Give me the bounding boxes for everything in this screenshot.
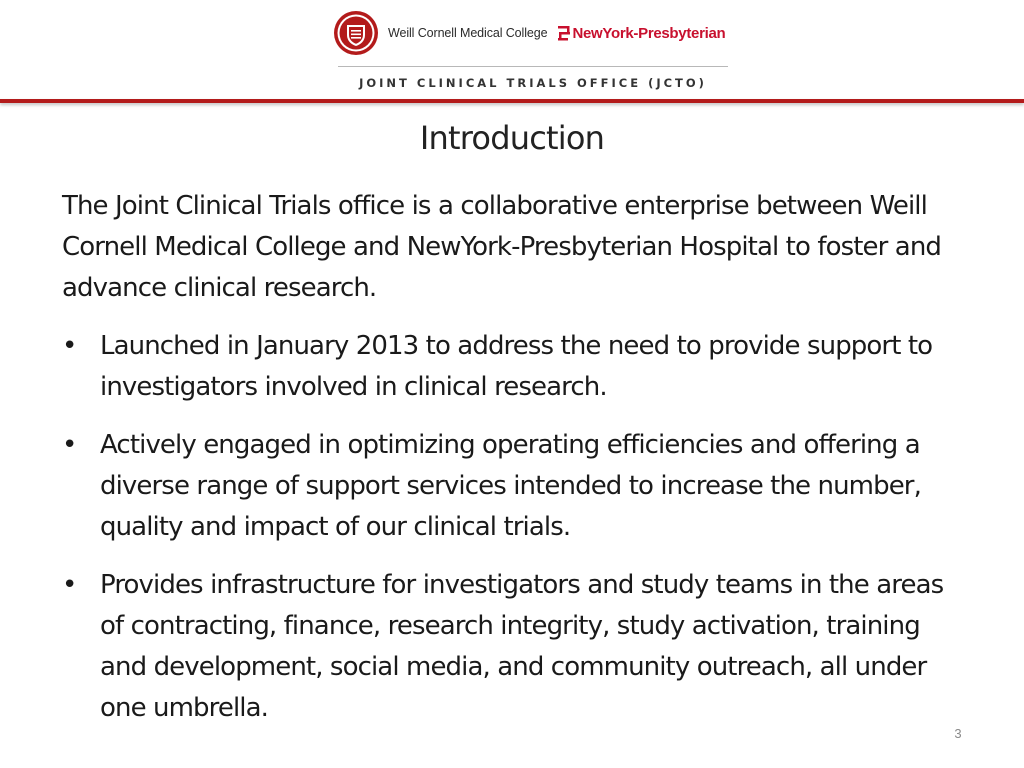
bullet-text: Launched in January 2013 to address the need to provide support to investigators involved in clinical research. [100,331,933,402]
slide-body [62,186,962,746]
bullet-text: Provides infrastructure for investigators and study teams in the areas of contracting, finance, research integrity, study activation, training and development, social media, and community outreach, all under one umbrella. [100,570,944,723]
logo-bar [333,10,733,56]
bullet-marker: • [62,570,77,600]
slide-header [0,0,1024,104]
bullet-item [62,425,962,548]
header-divider [338,66,728,67]
office-name: JOINT CLINICAL TRIALS OFFICE (JCTO) [359,76,707,90]
bullet-item [62,326,962,408]
page-number: 3 [954,726,962,741]
nyp-mark-icon [558,24,570,42]
slide-title: Introduction [419,119,605,157]
cornell-seal-icon [333,10,379,56]
bullet-item [62,565,962,729]
nyp-name: NewYork-Presbyterian [572,24,726,42]
header-accent-rule [0,99,1024,103]
bullet-list [62,326,962,729]
intro-paragraph: The Joint Clinical Trials office is a collaborative enterprise between Weill Cornell Medical College and NewYork-Presbyterian Hospital to foster and advance clinical research. [62,191,942,303]
wcmc-name: Weill Cornell Medical College [388,26,548,40]
bullet-text: Actively engaged in optimizing operating efficiencies and offering a diverse range of support services intended to increase the number, quality and impact of our clinical trials. [100,430,921,542]
bullet-marker: • [62,331,77,361]
bullet-marker: • [62,430,77,460]
